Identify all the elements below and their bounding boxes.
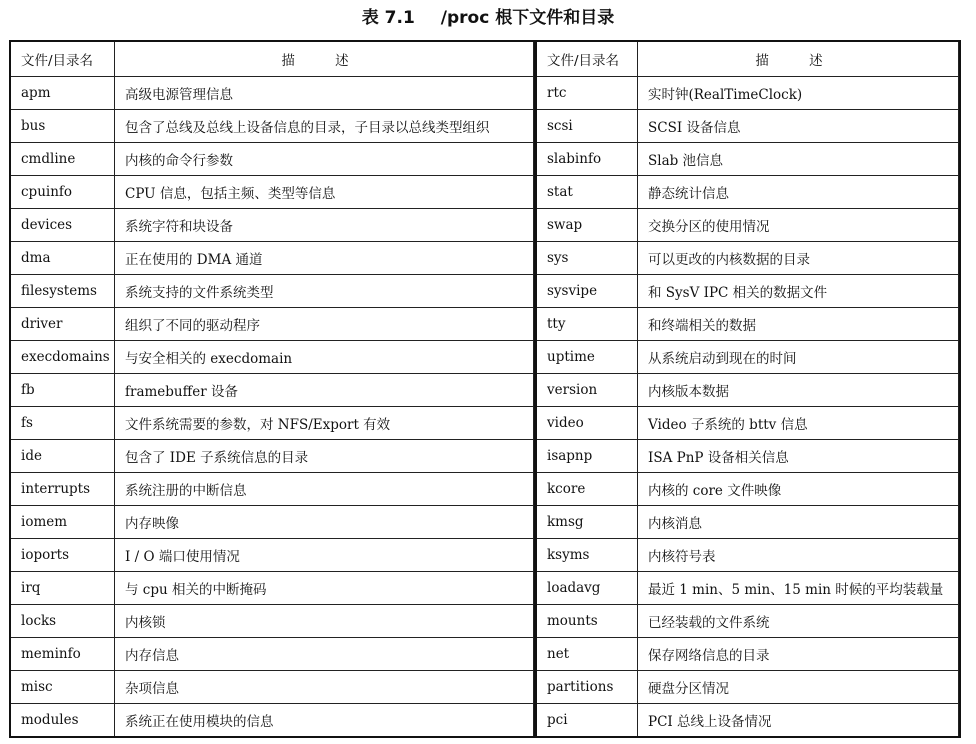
table-row <box>11 671 534 704</box>
file-name-cell: irq <box>11 572 115 605</box>
table-row <box>11 176 534 209</box>
file-name-cell: fs <box>11 407 115 440</box>
table-row <box>11 539 534 572</box>
description-cell: 与安全相关的 execdomain <box>115 341 534 374</box>
file-name-cell: partitions <box>537 671 638 704</box>
table-row <box>537 572 959 605</box>
description-cell: 包含了总线及总线上设备信息的目录，子目录以总线类型组织 <box>115 110 534 143</box>
table-row <box>537 209 959 242</box>
description-cell: ISA PnP 设备相关信息 <box>638 440 959 473</box>
description-cell: 和 SysV IPC 相关的数据文件 <box>638 275 959 308</box>
table-row <box>537 440 959 473</box>
table-row <box>537 110 959 143</box>
file-name-cell: modules <box>11 704 115 737</box>
file-name-cell: scsi <box>537 110 638 143</box>
proc-table-right <box>536 41 959 737</box>
description-cell: 高级电源管理信息 <box>115 77 534 110</box>
description-cell: 系统字符和块设备 <box>115 209 534 242</box>
proc-table-left <box>10 41 534 737</box>
file-name-cell: interrupts <box>11 473 115 506</box>
table-row <box>11 143 534 176</box>
description-cell: Slab 池信息 <box>638 143 959 176</box>
table-number: 表 7.1 <box>361 8 415 28</box>
file-name-cell: execdomains <box>11 341 115 374</box>
table-row <box>537 638 959 671</box>
description-cell: PCI 总线上设备情况 <box>638 704 959 737</box>
file-name-cell: driver <box>11 308 115 341</box>
file-name-cell: stat <box>537 176 638 209</box>
description-cell: 包含了 IDE 子系统信息的目录 <box>115 440 534 473</box>
file-name-cell: loadavg <box>537 572 638 605</box>
file-name-cell: pci <box>537 704 638 737</box>
file-name-cell: swap <box>537 209 638 242</box>
file-name-cell: tty <box>537 308 638 341</box>
table-row <box>537 407 959 440</box>
table-row <box>11 638 534 671</box>
description-cell: 内核的命令行参数 <box>115 143 534 176</box>
table-row <box>537 374 959 407</box>
table-row <box>537 671 959 704</box>
description-cell: 和终端相关的数据 <box>638 308 959 341</box>
description-cell: CPU 信息，包括主频、类型等信息 <box>115 176 534 209</box>
file-name-cell: slabinfo <box>537 143 638 176</box>
file-name-cell: ide <box>11 440 115 473</box>
table-title: /proc 根下文件和目录 <box>440 8 615 28</box>
description-cell: 内核符号表 <box>638 539 959 572</box>
description-cell: 从系统启动到现在的时间 <box>638 341 959 374</box>
description-cell: 内核消息 <box>638 506 959 539</box>
table-row <box>11 407 534 440</box>
file-name-cell: fb <box>11 374 115 407</box>
description-cell: framebuffer 设备 <box>115 374 534 407</box>
file-name-cell: isapnp <box>537 440 638 473</box>
file-name-cell: ksyms <box>537 539 638 572</box>
file-name-cell: sys <box>537 242 638 275</box>
table-row <box>11 242 534 275</box>
description-cell: 保存网络信息的目录 <box>638 638 959 671</box>
table-row <box>11 572 534 605</box>
description-cell: 实时钟(RealTimeClock) <box>638 77 959 110</box>
file-name-cell: cmdline <box>11 143 115 176</box>
file-name-cell: net <box>537 638 638 671</box>
file-name-cell: devices <box>11 209 115 242</box>
description-cell: 静态统计信息 <box>638 176 959 209</box>
table-row <box>11 605 534 638</box>
file-name-cell: dma <box>11 242 115 275</box>
table-row <box>537 242 959 275</box>
table-row <box>11 506 534 539</box>
header-name: 文件/目录名 <box>11 42 115 77</box>
table-row <box>537 275 959 308</box>
left-table-body <box>11 77 534 737</box>
table-row <box>11 704 534 737</box>
header-row <box>537 42 959 77</box>
file-name-cell: kmsg <box>537 506 638 539</box>
description-cell: 内存映像 <box>115 506 534 539</box>
description-cell: 正在使用的 DMA 通道 <box>115 242 534 275</box>
file-name-cell: misc <box>11 671 115 704</box>
description-cell: SCSI 设备信息 <box>638 110 959 143</box>
description-cell: 硬盘分区情况 <box>638 671 959 704</box>
description-cell: 内核的 core 文件映像 <box>638 473 959 506</box>
file-name-cell: version <box>537 374 638 407</box>
description-cell: 内核版本数据 <box>638 374 959 407</box>
table-row <box>11 275 534 308</box>
right-table-body <box>537 77 959 737</box>
file-name-cell: rtc <box>537 77 638 110</box>
description-cell: I / O 端口使用情况 <box>115 539 534 572</box>
table-row <box>537 605 959 638</box>
table-row <box>537 473 959 506</box>
description-cell: 组织了不同的驱动程序 <box>115 308 534 341</box>
table-row <box>11 308 534 341</box>
table-row <box>537 308 959 341</box>
file-name-cell: locks <box>11 605 115 638</box>
table-row <box>537 506 959 539</box>
description-cell: 杂项信息 <box>115 671 534 704</box>
table-row <box>11 341 534 374</box>
table-caption <box>0 4 976 32</box>
table-row <box>11 110 534 143</box>
table-row <box>11 77 534 110</box>
description-cell: 文件系统需要的参数，对 NFS/Export 有效 <box>115 407 534 440</box>
file-name-cell: apm <box>11 77 115 110</box>
file-name-cell: cpuinfo <box>11 176 115 209</box>
header-desc: 描 述 <box>638 42 959 77</box>
description-cell: 系统正在使用模块的信息 <box>115 704 534 737</box>
table-row <box>11 209 534 242</box>
description-cell: 与 cpu 相关的中断掩码 <box>115 572 534 605</box>
file-name-cell: sysvipe <box>537 275 638 308</box>
table-row <box>537 341 959 374</box>
file-name-cell: bus <box>11 110 115 143</box>
description-cell: 已经装载的文件系统 <box>638 605 959 638</box>
file-name-cell: filesystems <box>11 275 115 308</box>
table-row <box>537 176 959 209</box>
description-cell: Video 子系统的 bttv 信息 <box>638 407 959 440</box>
description-cell: 交换分区的使用情况 <box>638 209 959 242</box>
description-cell: 可以更改的内核数据的目录 <box>638 242 959 275</box>
table-row <box>11 440 534 473</box>
description-cell: 系统支持的文件系统类型 <box>115 275 534 308</box>
table-row <box>11 374 534 407</box>
table-row <box>11 473 534 506</box>
table-row <box>537 704 959 737</box>
file-name-cell: kcore <box>537 473 638 506</box>
file-name-cell: meminfo <box>11 638 115 671</box>
table-row <box>537 77 959 110</box>
table-row <box>537 539 959 572</box>
description-cell: 内核锁 <box>115 605 534 638</box>
file-name-cell: uptime <box>537 341 638 374</box>
header-row <box>11 42 534 77</box>
description-cell: 内存信息 <box>115 638 534 671</box>
table-row <box>537 143 959 176</box>
file-name-cell: video <box>537 407 638 440</box>
header-name: 文件/目录名 <box>537 42 638 77</box>
file-name-cell: ioports <box>11 539 115 572</box>
description-cell: 最近 1 min、5 min、15 min 时候的平均装载量 <box>638 572 959 605</box>
file-name-cell: mounts <box>537 605 638 638</box>
file-name-cell: iomem <box>11 506 115 539</box>
description-cell: 系统注册的中断信息 <box>115 473 534 506</box>
header-desc: 描 述 <box>115 42 534 77</box>
